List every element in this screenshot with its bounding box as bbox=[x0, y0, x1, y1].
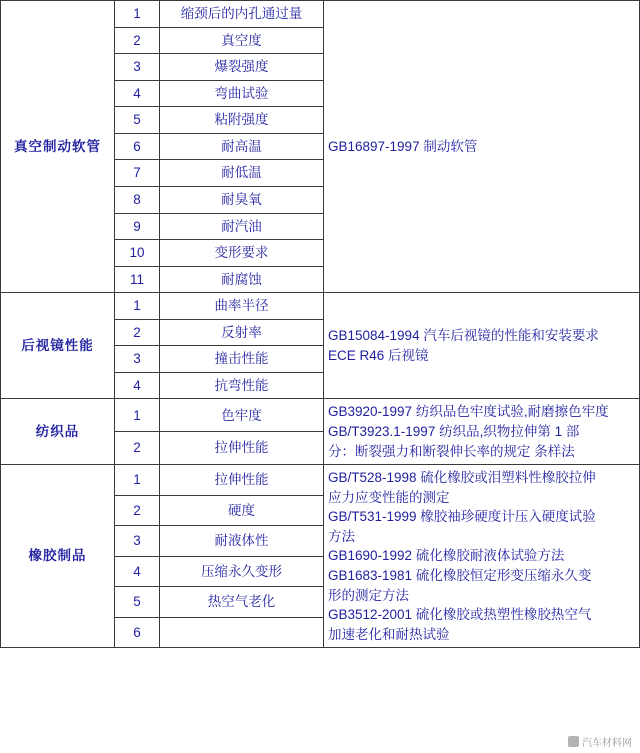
test-item: 耐汽油 bbox=[160, 213, 324, 240]
row-number: 1 bbox=[115, 293, 160, 320]
row-number: 1 bbox=[115, 1, 160, 28]
test-item: 硬度 bbox=[160, 495, 324, 526]
test-item: 反射率 bbox=[160, 319, 324, 346]
test-item: 耐臭氧 bbox=[160, 186, 324, 213]
row-number: 3 bbox=[115, 54, 160, 81]
standard-line: GB1683-1981 硫化橡胶恒定形变压缩永久变 bbox=[328, 567, 592, 583]
test-item: 抗弯性能 bbox=[160, 372, 324, 399]
test-item: 变形要求 bbox=[160, 240, 324, 267]
row-number: 1 bbox=[115, 465, 160, 496]
table-row bbox=[1, 465, 640, 496]
standard-line: GB/T531-1999 橡胶袖珍硬度计压入硬度试验 bbox=[328, 509, 596, 525]
row-number: 6 bbox=[115, 133, 160, 160]
test-item: 撞击性能 bbox=[160, 346, 324, 373]
test-item: 耐腐蚀 bbox=[160, 266, 324, 293]
test-item: 拉伸性能 bbox=[160, 432, 324, 465]
row-number: 3 bbox=[115, 346, 160, 373]
standard-line: 应力应变性能的测定 bbox=[328, 489, 450, 505]
test-item: 压缩永久变形 bbox=[160, 556, 324, 587]
test-item: 拉伸性能 bbox=[160, 465, 324, 496]
test-item: 缩颈后的内孔通过量 bbox=[160, 1, 324, 28]
standard-cell bbox=[324, 293, 640, 399]
row-number: 9 bbox=[115, 213, 160, 240]
row-number: 4 bbox=[115, 556, 160, 587]
watermark-label: 汽车材料网 bbox=[582, 738, 632, 749]
row-number: 8 bbox=[115, 186, 160, 213]
standard-line: GB15084-1994 汽车后视镜的性能和安装要求 bbox=[328, 328, 599, 344]
standard-cell bbox=[324, 399, 640, 465]
standard-line: GB/T528-1998 硫化橡胶或泪塑料性橡胶拉伸 bbox=[328, 470, 596, 486]
test-item bbox=[160, 617, 324, 648]
row-number: 10 bbox=[115, 240, 160, 267]
standard-line: 分：断裂强力和断裂伸长率的规定 条样法 bbox=[328, 443, 575, 459]
standard-line: GB16897-1997 制动软管 bbox=[328, 138, 478, 154]
test-item: 耐高温 bbox=[160, 133, 324, 160]
row-number: 2 bbox=[115, 432, 160, 465]
row-number: 11 bbox=[115, 266, 160, 293]
standard-line: ECE R46 后视镜 bbox=[328, 347, 429, 363]
test-item: 热空气老化 bbox=[160, 587, 324, 618]
standard-line: 形的测定方法 bbox=[328, 587, 409, 603]
standard-line: 方法 bbox=[328, 528, 355, 544]
standard-line: GB3920-1997 纺织品色牢度试验,耐磨擦色牢度 bbox=[328, 404, 609, 420]
table-row bbox=[1, 399, 640, 432]
test-item: 耐液体性 bbox=[160, 526, 324, 557]
row-number: 2 bbox=[115, 27, 160, 54]
table-row bbox=[1, 1, 640, 28]
test-item: 曲率半径 bbox=[160, 293, 324, 320]
standard-line: GB/T3923.1-1997 纺织品,织物拉伸第 1 部 bbox=[328, 424, 580, 439]
category-cell: 纺织品 bbox=[1, 399, 115, 465]
row-number: 5 bbox=[115, 107, 160, 134]
row-number: 4 bbox=[115, 80, 160, 107]
test-item: 耐低温 bbox=[160, 160, 324, 187]
test-item: 色牢度 bbox=[160, 399, 324, 432]
standard-line: GB1690-1992 硫化橡胶耐液体试验方法 bbox=[328, 548, 565, 564]
row-number: 6 bbox=[115, 617, 160, 648]
test-item: 爆裂强度 bbox=[160, 54, 324, 81]
table-row bbox=[1, 293, 640, 320]
category-cell: 后视镜性能 bbox=[1, 293, 115, 399]
row-number: 1 bbox=[115, 399, 160, 432]
row-number: 2 bbox=[115, 495, 160, 526]
standard-cell bbox=[324, 1, 640, 293]
standard-cell bbox=[324, 465, 640, 648]
watermark bbox=[568, 734, 632, 749]
test-item: 弯曲试验 bbox=[160, 80, 324, 107]
category-cell: 橡胶制品 bbox=[1, 465, 115, 648]
test-item: 真空度 bbox=[160, 27, 324, 54]
category-cell: 真空制动软管 bbox=[1, 1, 115, 293]
row-number: 7 bbox=[115, 160, 160, 187]
standard-line: GB3512-2001 硫化橡胶或热塑性橡胶热空气 bbox=[328, 607, 592, 623]
row-number: 5 bbox=[115, 587, 160, 618]
watermark-logo-icon bbox=[568, 736, 579, 747]
standard-line: 加速老化和耐热试验 bbox=[328, 626, 450, 642]
test-item: 粘附强度 bbox=[160, 107, 324, 134]
row-number: 3 bbox=[115, 526, 160, 557]
row-number: 4 bbox=[115, 372, 160, 399]
table-body bbox=[1, 1, 640, 648]
row-number: 2 bbox=[115, 319, 160, 346]
